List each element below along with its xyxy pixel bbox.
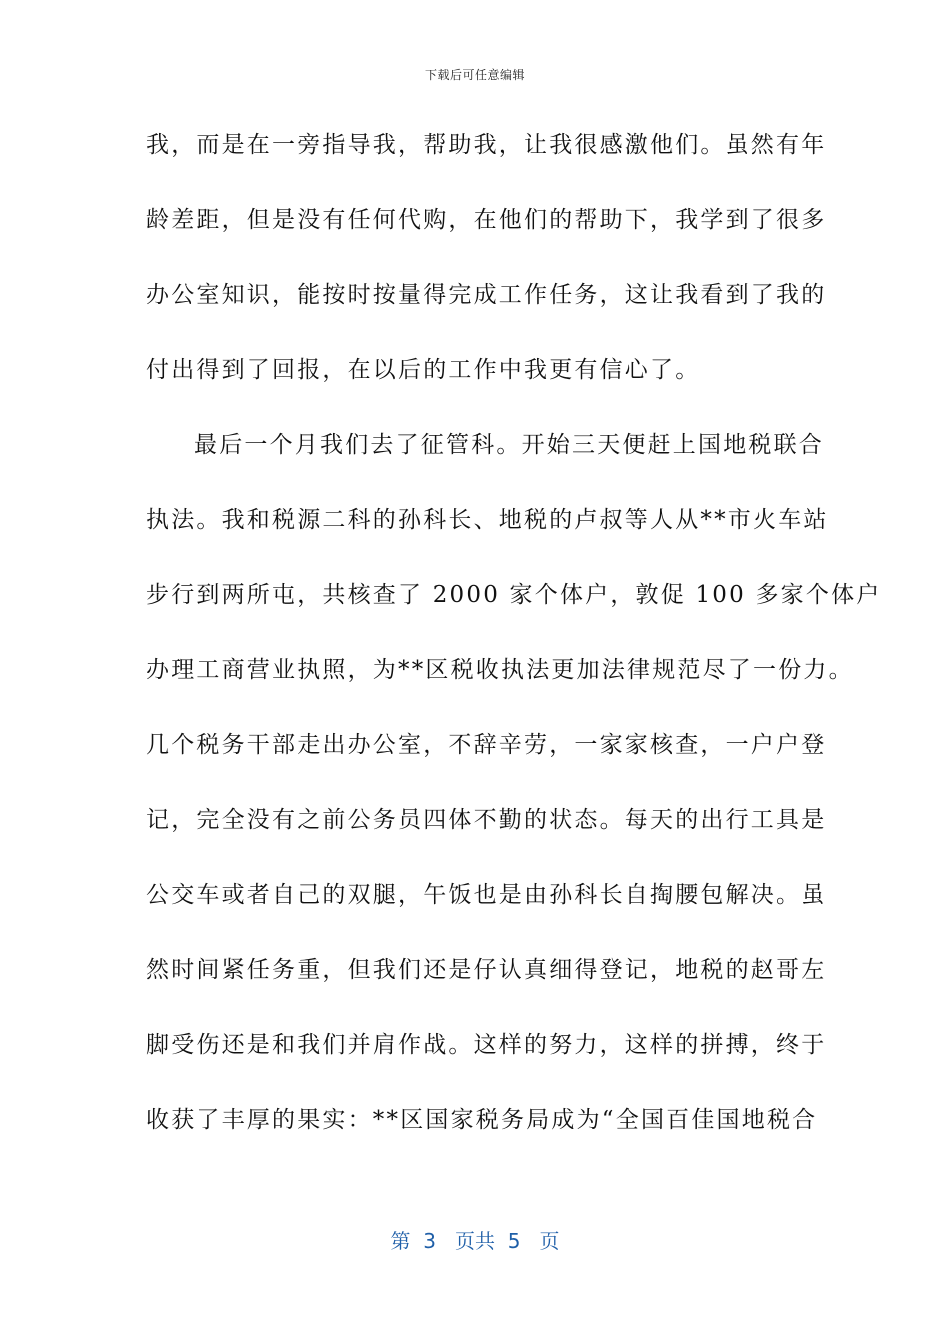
page-header-note: 下载后可任意编辑: [424, 68, 525, 82]
paragraph-start-line: 最后一个月我们去了征管科。开始三天便赶上国地税联合: [194, 432, 824, 458]
text-line: 记，完全没有之前公务员四体不勤的状态。每天的出行工具是: [146, 807, 827, 833]
text-line: 脚受伤还是和我们并肩作战。这样的努力，这样的拼搏，终于: [146, 1032, 827, 1058]
text-line: 付出得到了回报，在以后的工作中我更有信心了。: [146, 357, 701, 383]
text-line: 然时间紧任务重，但我们还是仔认真细得登记，地税的赵哥左: [146, 957, 827, 983]
text-line: 龄差距，但是没有任何代购，在他们的帮助下，我学到了很多: [146, 207, 827, 233]
text-line: 收获了丰厚的果实：**区国家税务局成为“全国百佳国地税合: [146, 1107, 818, 1133]
document-body: [146, 126, 882, 1176]
text-line: 步行到两所屯，共核查了 2000 家个体户，敦促 100 多家个体户: [146, 582, 882, 608]
text-line: 几个税务干部走出办公室，不辞辛劳，一家家核查，一户户登: [146, 732, 827, 758]
page-number-footer: 第 3 页共 5 页: [390, 1229, 560, 1253]
text-line: 公交车或者自己的双腿，午饭也是由孙科长自掏腰包解决。虽: [146, 882, 827, 908]
text-line: 我，而是在一旁指导我，帮助我，让我很感激他们。虽然有年: [146, 132, 827, 158]
text-line: 办公室知识，能按时按量得完成工作任务，这让我看到了我的: [146, 282, 827, 308]
text-line: 办理工商营业执照，为**区税收执法更加法律规范尽了一份力。: [146, 657, 854, 683]
text-line: 执法。我和税源二科的孙科长、地税的卢叔等人从**市火车站: [146, 507, 829, 533]
